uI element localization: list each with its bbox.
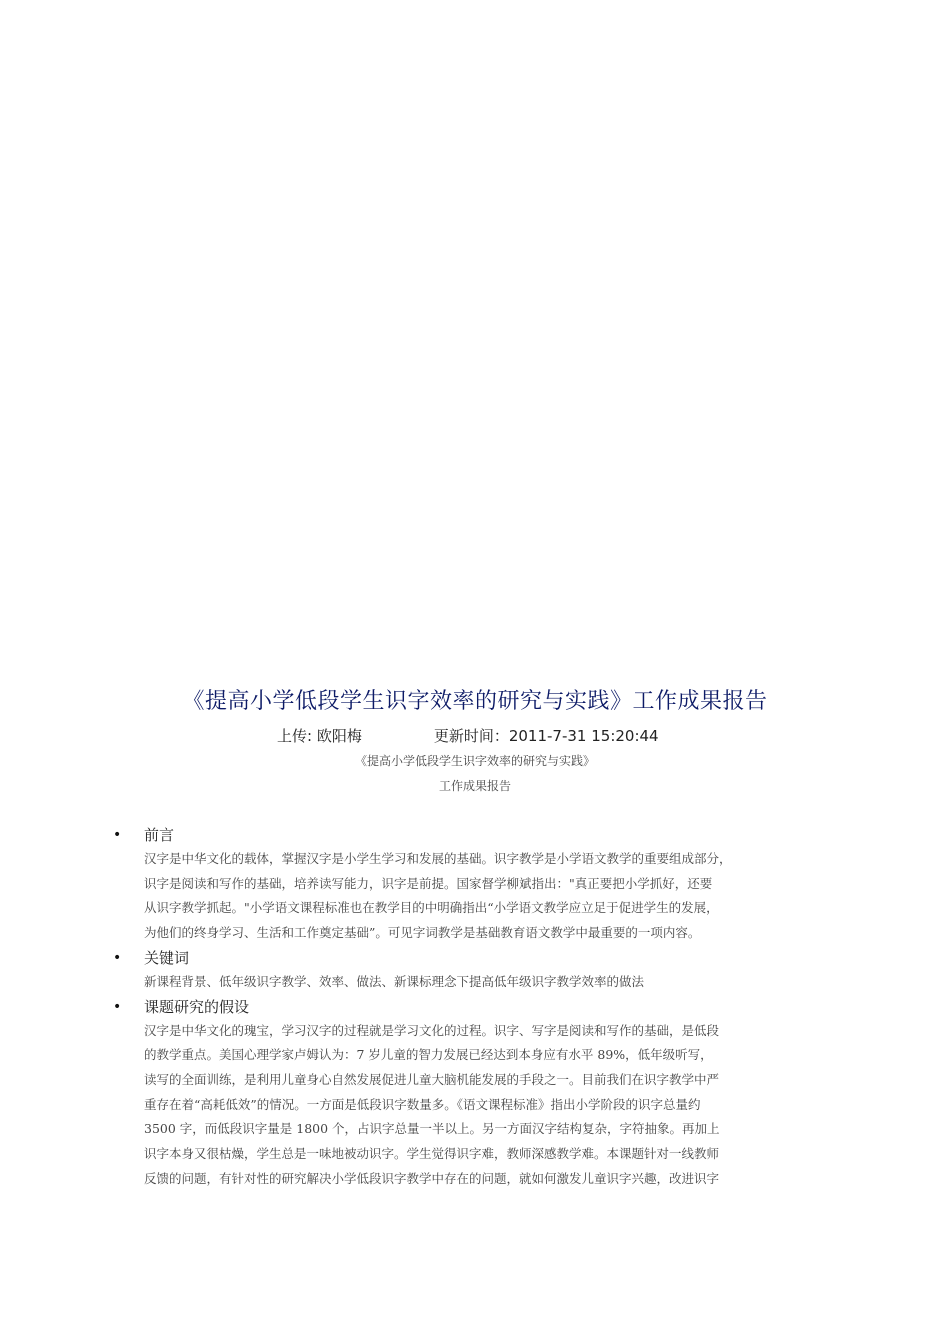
paragraph-line: 识字本身又很枯燥，学生总是一味地被动识字。学生觉得识字难，教师深感教学难。本课题针对一线教师 [144, 1146, 720, 1162]
section-paragraph [110, 970, 830, 995]
section-heading-text: 关键词 [144, 948, 190, 967]
section-heading-text: 前言 [144, 826, 175, 844]
paragraph-line: 汉字是中华文化的载体，掌握汉字是小学生学习和发展的基础。识字教学是小学语文教学的重要组成部分， [144, 851, 732, 866]
section-heading [110, 946, 830, 970]
paragraph-line: 识字是阅读和写作的基础，培养读写能力，识字是前提。国家督学柳斌指出："真正要把小学抓好，还要 [144, 875, 713, 891]
subtitle-line-2: 工作成果报告 [438, 779, 511, 793]
paragraph-line: 汉字是中华文化的瑰宝，学习汉字的过程就是学习文化的过程。识字、写字是阅读和写作的基础，是低段 [144, 1022, 720, 1038]
update-time: 更新时间：2011-7-31 15:20:44 [433, 727, 659, 745]
paragraph-line: 的教学重点。美国心理学家卢姆认为：7 岁儿童的智力发展已经达到本身应有水平 89%，低年级听写， [144, 1047, 713, 1063]
paragraph-line: 为他们的终身学习、生活和工作奠定基础”。可见字词教学是基础教育语文教学中最重要的一项内容。 [144, 925, 701, 941]
section-paragraph [110, 1019, 830, 1192]
paragraph-line: 读写的全面训练，是利用儿童身心自然发展促进儿童大脑机能发展的手段之一。目前我们在识字教学中严 [144, 1071, 720, 1087]
section-keywords [110, 946, 830, 995]
section-heading [110, 823, 830, 847]
bullet-icon: • [113, 827, 122, 843]
subtitle-line-1: 《提高小学低段学生识字效率的研究与实践》 [354, 754, 595, 768]
section-paragraph [110, 847, 830, 946]
paragraph-line: 3500 字，而低段识字量是 1800 个，占识字总量一半以上。另一方面汉字结构复杂，字符抽象。再加上 [144, 1121, 720, 1137]
section-hypothesis [110, 995, 830, 1192]
bullet-icon: • [113, 998, 122, 1015]
section-preface [110, 823, 830, 946]
bullet-icon: • [113, 949, 122, 966]
section-heading [110, 995, 830, 1019]
upload-info: 上传: 欧阳梅 [277, 727, 362, 745]
paragraph-line: 重存在着“高耗低效”的情况。一方面是低段识字数量多。《语文课程标准》指出小学阶段的识字总量约 [144, 1096, 701, 1112]
section-heading-text: 课题研究的假设 [144, 997, 250, 1016]
meta-line [277, 725, 659, 746]
report-content [110, 823, 830, 1191]
paragraph-line: 从识字教学抓起。"小学语文课程标准也在教学目的中明确指出“小学语文教学应立足于促进学生的发展， [144, 900, 719, 916]
page-title: 《提高小学低段学生识字效率的研究与实践》工作成果报告 [182, 689, 768, 714]
paragraph-line: 新课程背景、低年级识字教学、效率、做法、新课标理念下提高低年级识字教学效率的做法 [144, 973, 645, 989]
paragraph-line: 反馈的问题，有针对性的研究解决小学低段识字教学中存在的问题，就如何激发儿童识字兴趣，改进识字 [144, 1170, 720, 1186]
